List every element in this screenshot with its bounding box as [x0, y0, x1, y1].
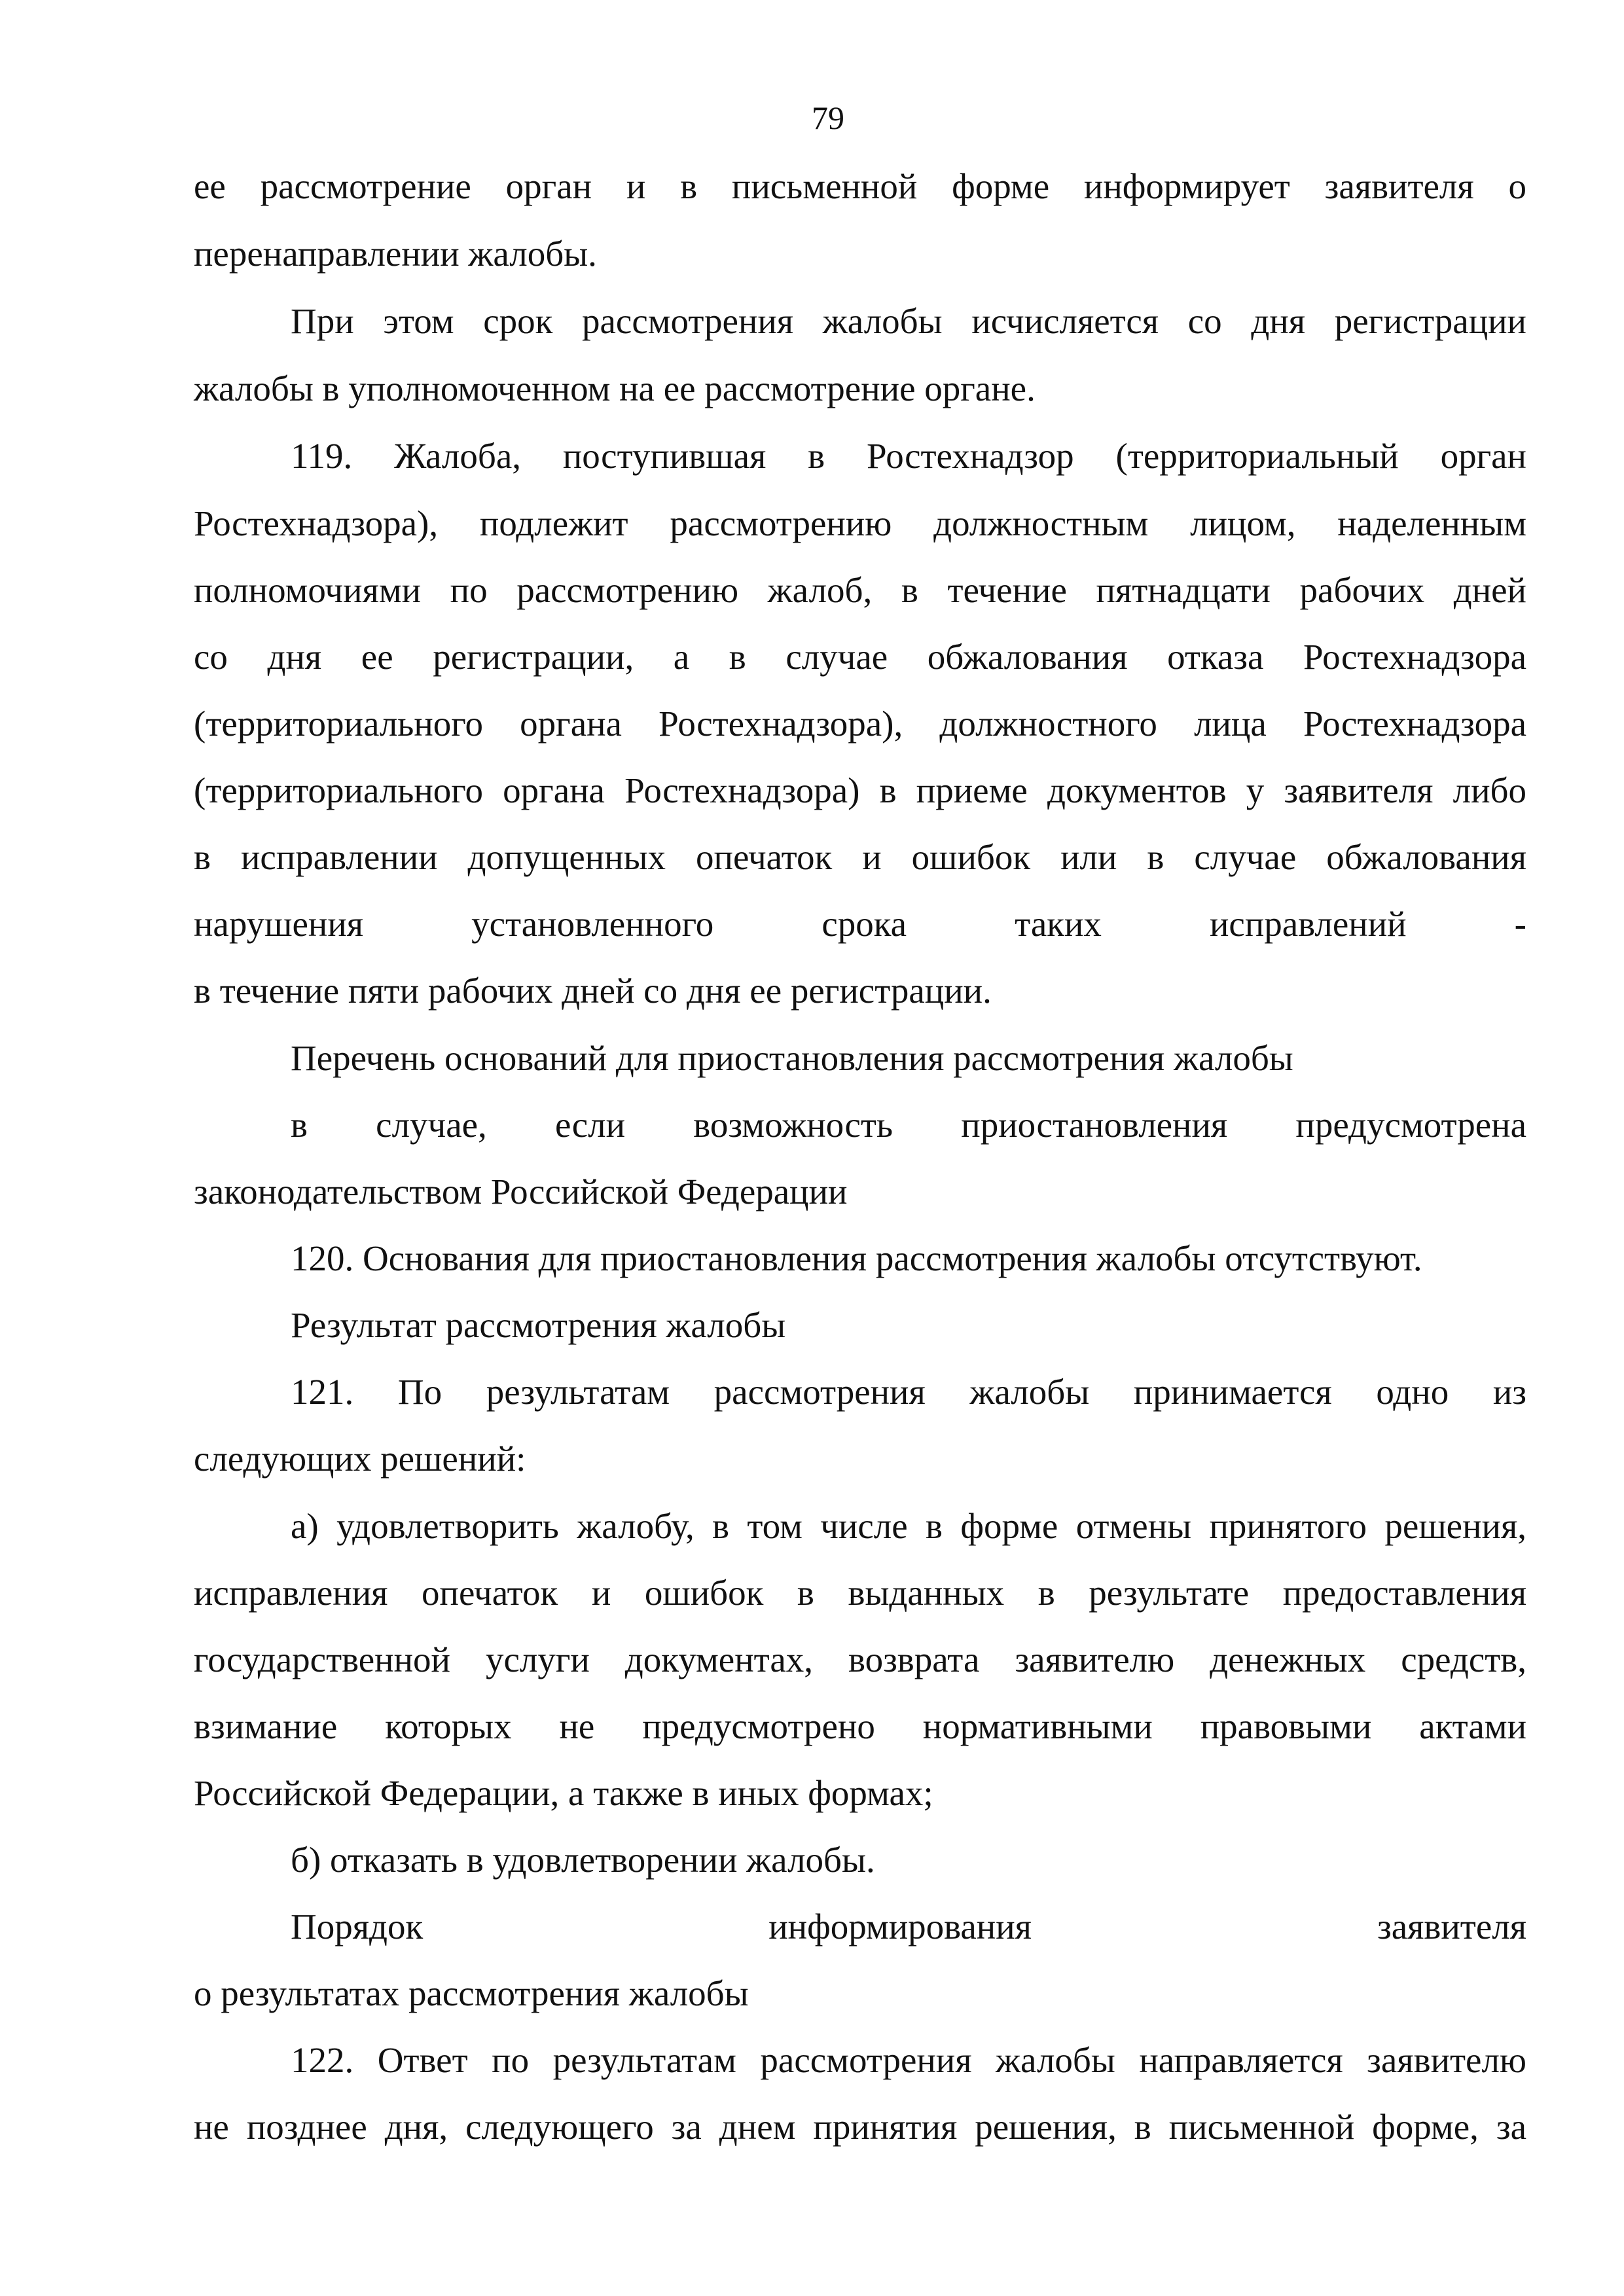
- text-line: полномочиями по рассмотрению жалоб, в течение пятнадцати рабочих дней: [194, 570, 1526, 610]
- text-line: 119. Жалоба, поступившая в Ростехнадзор (территориальный орган: [291, 436, 1526, 476]
- text-line: жалобы в уполномоченном на ее рассмотрение органе.: [194, 368, 1036, 408]
- text-line: (территориального органа Ростехнадзора) в приеме документов у заявителя либо: [194, 770, 1526, 810]
- text-line: б) отказать в удовлетворении жалобы.: [291, 1840, 875, 1880]
- section-heading: законодательством Российской Федерации: [194, 1172, 848, 1211]
- text-line: следующих решений:: [194, 1439, 526, 1479]
- page-number: 79: [812, 99, 844, 136]
- section-heading: Порядок информирования заявителя: [291, 1907, 1526, 1946]
- text-line: нарушения установленного срока таких исправлений -: [194, 904, 1526, 944]
- text-line: государственной услуги документах, возврата заявителю денежных средств,: [194, 1640, 1526, 1679]
- text-line: При этом срок рассмотрения жалобы исчисляется со дня регистрации: [291, 301, 1526, 341]
- text-line: в исправлении допущенных опечаток и ошибок или в случае обжалования: [194, 837, 1526, 877]
- text-line: Российской Федерации, а также в иных формах;: [194, 1773, 933, 1813]
- text-line: в течение пяти рабочих дней со дня ее регистрации.: [194, 971, 992, 1011]
- text-line: Ростехнадзора), подлежит рассмотрению должностным лицом, наделенным: [194, 503, 1526, 543]
- text-line: 120. Основания для приостановления рассмотрения жалобы отсутствуют.: [291, 1238, 1422, 1278]
- text-line: ее рассмотрение орган и в письменной форме информирует заявителя о: [194, 166, 1526, 206]
- section-heading: Перечень оснований для приостановления рассмотрения жалобы: [291, 1038, 1293, 1078]
- text-line: перенаправлении жалобы.: [194, 234, 597, 274]
- text-line: а) удовлетворить жалобу, в том числе в форме отмены принятого решения,: [291, 1506, 1526, 1546]
- section-heading: Результат рассмотрения жалобы: [291, 1305, 786, 1345]
- text-line: исправления опечаток и ошибок в выданных в результате предоставления: [194, 1573, 1526, 1613]
- text-line: 121. По результатам рассмотрения жалобы принимается одно из: [291, 1372, 1526, 1412]
- text-line: со дня ее регистрации, а в случае обжалования отказа Ростехнадзора: [194, 637, 1526, 677]
- section-heading: о результатах рассмотрения жалобы: [194, 1973, 749, 2013]
- section-heading: в случае, если возможность приостановления предусмотрена: [291, 1105, 1526, 1145]
- text-line: 122. Ответ по результатам рассмотрения жалобы направляется заявителю: [291, 2040, 1526, 2080]
- text-line: (территориального органа Ростехнадзора), должностного лица Ростехнадзора: [194, 704, 1526, 744]
- text-line: взимание которых не предусмотрено нормативными правовыми актами: [194, 1706, 1526, 1746]
- text-line: не позднее дня, следующего за днем принятия решения, в письменной форме, за: [194, 2107, 1526, 2147]
